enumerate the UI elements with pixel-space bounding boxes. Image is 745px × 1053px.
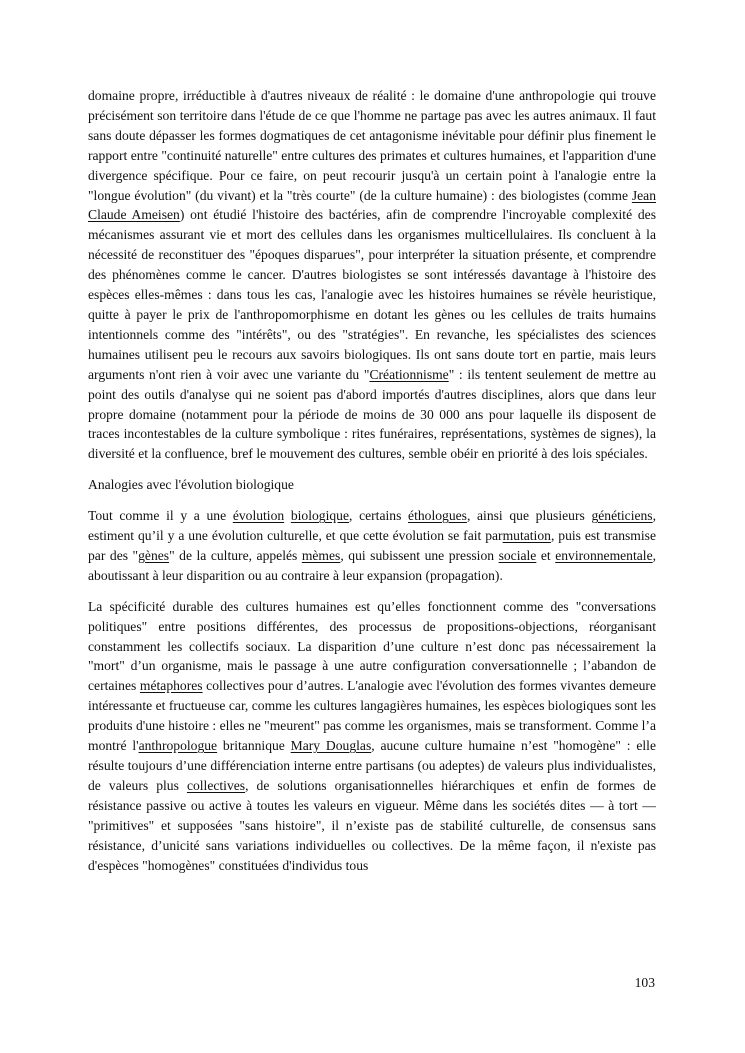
paragraph-text: , aboutissant à leur disparition ou au contraire à leur expansion (propagation).: [88, 547, 657, 583]
paragraph-text: domaine propre, irréductible à d'autres niveaux de réalité : le domaine d'une anthropologie qui trouve précisément son territoire dans l'étude de ce que l'homme ne partage pas avec les autres animaux. Il faut sans doute dépasser les formes dogmatiques de cet antagonisme inévitable pour définir plus finement le rapport entre "continuité naturelle" entre cultures des primates et cultures humaines, et l'apparition d'une divergence spécifique. Pour ce faire, on peut recourir jusqu'à un certain point à l'analogie entre la "longue évolution" (du vivant) et la "très courte" (de la culture humaine) : des biologistes (comme: [88, 88, 656, 203]
paragraph-anthropology-domain: [88, 86, 656, 464]
paragraph-text: , estiment qu’il y a une évolution culturelle, et que cette évolution se fait par: [88, 508, 657, 544]
link-sociale[interactable]: sociale: [498, 547, 537, 563]
paragraph-text: ) ont étudié l'histoire des bactéries, afin de comprendre l'incroyable complexité des mécanismes assurant vie et mort des cellules dans les organismes multicellulaires. Ils concluent à la nécessité de reconstituer des "époques disparues", pour interpréter la situation présente, et comprendre des phénomènes comme le cancer. D'autres biologistes se sont intéressés davantage à l'histoire des espèces elles-mêmes : dans tous les cas, l'analogie avec les histoires humaines se révèle heuristique, quitte à payer le prix de l'anthropomorphisme en dotant les gènes ou les cellules de traits humains intentionnels comme des "intérêts", ou des "stratégies". En revanche, les spécialistes des sciences humaines utilisent peu le recours aux savoirs biologiques. Ils ont sans doute tort en partie, mais leurs arguments n'ont rien à voir avec une variante du ": [88, 207, 656, 382]
page-content: [88, 86, 656, 875]
paragraph-cultural-evolution: [88, 506, 656, 586]
paragraph-text: collectives pour d’autres. L'analogie avec l'évolution des formes vivantes demeure intéressante et fructueuse car, comme les cultures langagières humaines, les espèces biologiques sont les produits d'une histoire : elles ne "meurent" pas comme les organismes, mais se transforment. Comme l’a montré l': [88, 678, 656, 754]
link-anthropologue[interactable]: anthropologue: [138, 738, 218, 754]
link-mary-douglas[interactable]: Mary Douglas: [290, 738, 372, 754]
link-mutation[interactable]: mutation: [502, 528, 551, 544]
link-ethologues[interactable]: éthologues: [408, 508, 467, 524]
link-metaphores[interactable]: métaphores: [139, 678, 203, 694]
paragraph-text: britannique: [217, 738, 291, 754]
link-genes[interactable]: gènes: [138, 547, 170, 563]
link-geneticiens[interactable]: généticiens: [591, 508, 653, 524]
page-number: 103: [634, 975, 655, 990]
paragraph-text: , ainsi que plusieurs: [466, 508, 592, 524]
link-memes[interactable]: mèmes: [301, 547, 341, 563]
paragraph-text: " : ils tentent seulement de mettre au point des outils d'analyse qui ne soient pas d'abord importés d'autres disciplines, alors que dans leur propre domaine (notamment pour la période de moins de 30 000 ans pour laquelle ils disposent de traces incontestables de la culture symbolique : rites funéraires, représentations, systèmes de signes), la diversité et la confluence, bref le mouvement des cultures, semble obéir en priorité à des lois spéciales.: [88, 366, 656, 462]
link-environnementale[interactable]: environnementale: [555, 547, 653, 563]
paragraph-text: et: [536, 547, 556, 563]
link-evolution[interactable]: évolution: [232, 508, 285, 524]
paragraph-cultural-specificity: [88, 597, 656, 876]
paragraph-text: , certains: [349, 508, 409, 524]
link-creationnisme[interactable]: Créationnisme: [369, 366, 449, 382]
section-heading: Analogies avec l'évolution biologique: [88, 477, 294, 493]
link-biologique[interactable]: biologique: [290, 508, 350, 524]
paragraph-text: , aucune culture humaine n’est "homogène" : elle résulte toujours d’une différenciation interne entre partisans (ou adeptes) de valeurs plus individualistes, de valeurs plus: [88, 738, 656, 793]
paragraph-text: " de la culture, appelés: [169, 547, 302, 563]
paragraph-text: Tout comme il y a une: [88, 508, 233, 524]
paragraph-text: , de solutions organisationnelles hiérarchiques et enfin de formes de résistance passive ou active à toutes les valeurs en vigueur. Même dans les sociétés dites — à tort — "primitives" et supposées "sans histoire", il n’existe pas de stabilité culturelle, de consensus sans résistance, d’unicité sans variations individuelles ou collectives. De la même façon, il n'existe pas d'espèces "homogènes" constituées d'individus tous: [88, 777, 656, 873]
link-jean-claude-ameisen[interactable]: Jean Claude Ameisen: [88, 187, 656, 223]
paragraph-text: , qui subissent une pression: [340, 547, 499, 563]
paragraph-text: , puis est transmise par des ": [88, 528, 656, 563]
paragraph-text: La spécificité durable des cultures humaines est qu’elles fonctionnent comme des "conversations politiques" entre positions différentes, des processus de propositions-objections, réorganisant constamment les collectifs sociaux. La disparition d’une culture n’est donc pas nécessairement la "mort" d’un organisme, mais le passage à une autre configuration conversationnelle ; l’abandon de certaines: [88, 598, 656, 694]
link-collectives[interactable]: collectives: [186, 777, 246, 793]
